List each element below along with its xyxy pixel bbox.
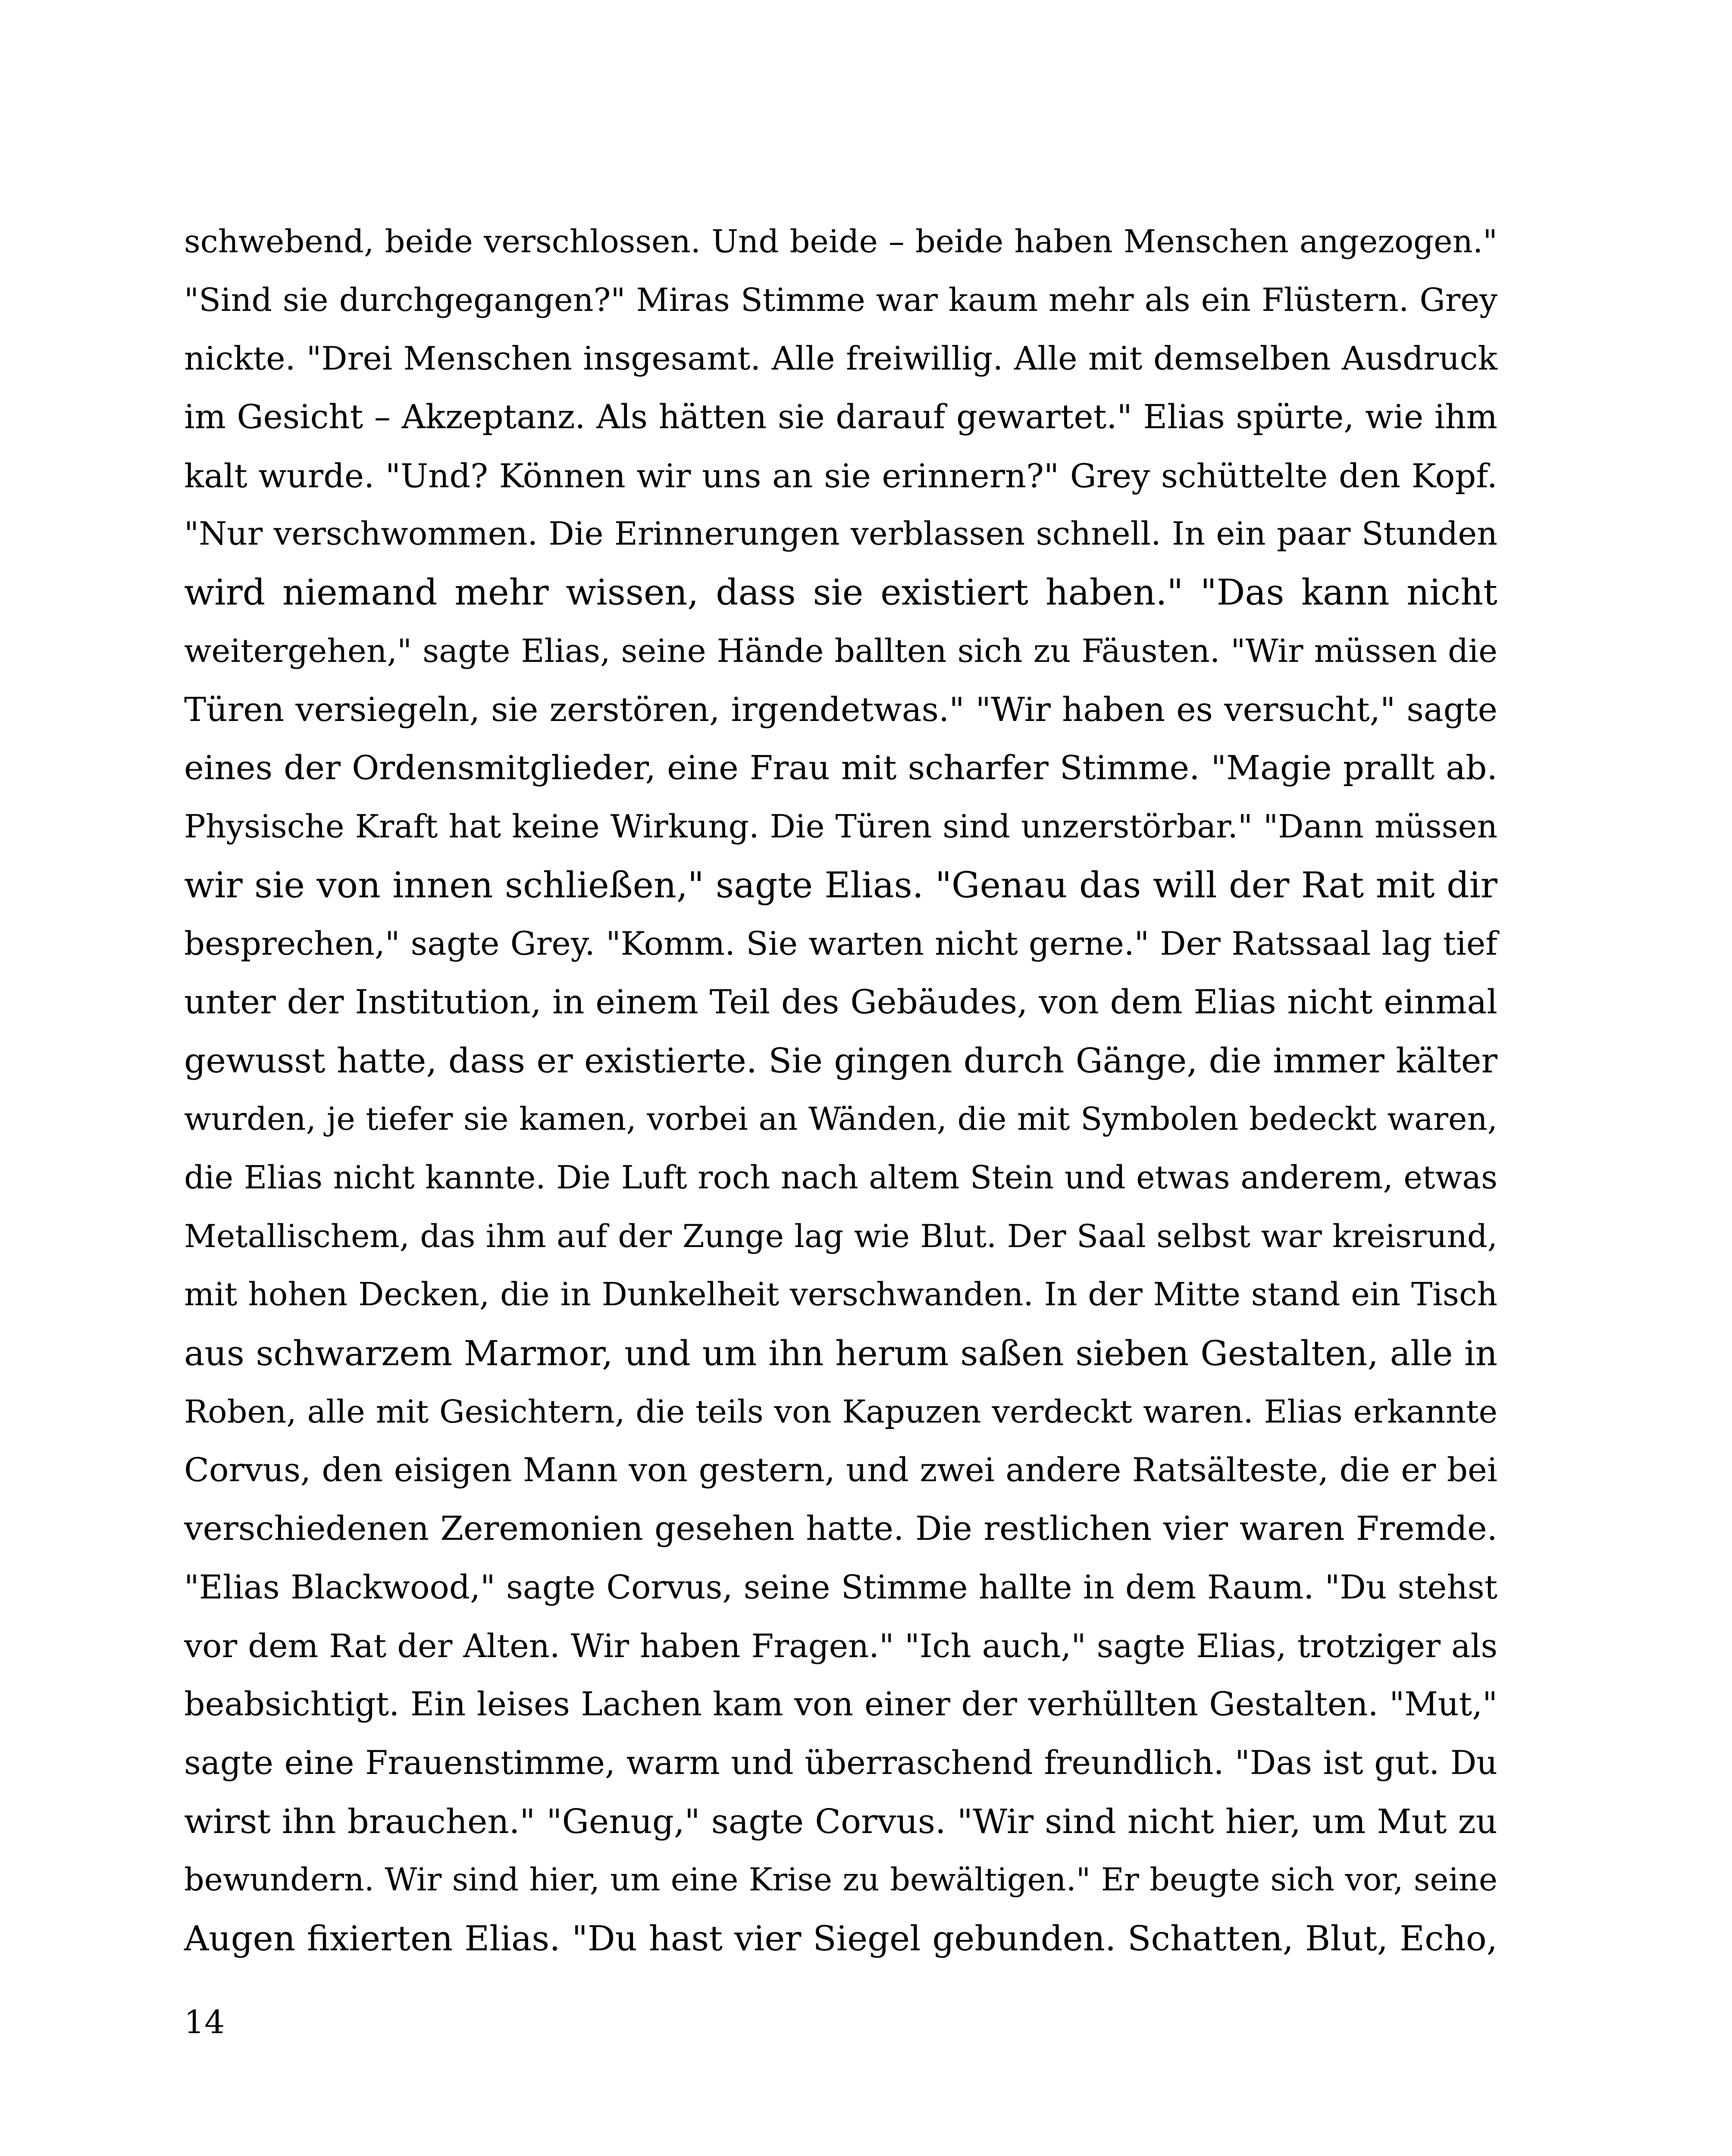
text-line: unter der Institution, in einem Teil des Gebäudes, von dem Elias nicht einmal xyxy=(184,982,1497,1022)
text-line: weitergehen," sagte Elias, seine Hände ballten sich zu Fäusten. "Wir müssen die xyxy=(184,632,1497,670)
text-line: verschiedenen Zeremonien gesehen hatte. Die restlichen vier waren Fremde. xyxy=(184,1510,1497,1548)
text-line: nickte. "Drei Menschen insgesamt. Alle freiwillig. Alle mit demselben Ausdruck xyxy=(184,339,1497,378)
text-line: Roben, alle mit Gesichtern, die teils von Kapuzen verdeckt waren. Elias erkannte xyxy=(184,1393,1497,1430)
text-line: mit hohen Decken, die in Dunkelheit verschwanden. In der Mitte stand ein Tisch xyxy=(184,1276,1497,1313)
text-line: gewusst hatte, dass er existierte. Sie gingen durch Gänge, die immer kälter xyxy=(184,1040,1497,1081)
text-line: beabsichtigt. Ein leises Lachen kam von einer der verhüllten Gestalten. "Mut," xyxy=(184,1685,1497,1724)
text-line: wir sie von innen schließen," sagte Elias. "Genau das will der Rat mit dir xyxy=(184,865,1497,906)
text-line: Türen versiegeln, sie zerstören, irgendetwas." "Wir haben es versucht," sagte xyxy=(184,690,1497,729)
text-line: vor dem Rat der Alten. Wir haben Fragen." "Ich auch," sagte Elias, trotziger als xyxy=(184,1627,1497,1665)
text-line: bewundern. Wir sind hier, um eine Krise zu bewältigen." Er beugte sich vor, seine xyxy=(184,1861,1497,1899)
text-line: "Nur verschwommen. Die Erinnerungen verblassen schnell. In ein paar Stunden xyxy=(184,515,1497,553)
text-line: wirst ihn brauchen." "Genug," sagte Corvus. "Wir sind nicht hier, um Mut zu xyxy=(184,1802,1497,1841)
text-line: wird niemand mehr wissen, dass sie existiert haben." "Das kann nicht xyxy=(184,572,1497,614)
text-line: aus schwarzem Marmor, und um ihn herum saßen sieben Gestalten, alle in xyxy=(184,1333,1497,1374)
text-line: Augen fixierten Elias. "Du hast vier Siegel gebunden. Schatten, Blut, Echo, xyxy=(184,1918,1497,1959)
text-line: "Elias Blackwood," sagte Corvus, seine Stimme hallte in dem Raum. "Du stehst xyxy=(184,1568,1497,1606)
text-line: wurden, je tiefer sie kamen, vorbei an Wänden, die mit Symbolen bedeckt waren, xyxy=(184,1101,1497,1138)
text-line: Physische Kraft hat keine Wirkung. Die Türen sind unzerstörbar." "Dann müssen xyxy=(184,808,1497,845)
text-line: im Gesicht – Akzeptanz. Als hätten sie darauf gewartet." Elias spürte, wie ihm xyxy=(184,398,1497,437)
text-line: sagte eine Frauenstimme, warm und überraschend freundlich. "Das ist gut. Du xyxy=(184,1743,1497,1782)
text-line: die Elias nicht kannte. Die Luft roch nach altem Stein und etwas anderem, etwas xyxy=(184,1159,1497,1196)
text-line: Corvus, den eisigen Mann von gestern, und zwei andere Ratsälteste, die er bei xyxy=(184,1451,1497,1489)
page-number: 14 xyxy=(184,2004,225,2041)
body-text xyxy=(184,213,1497,1968)
text-line: eines der Ordensmitglieder, eine Frau mit scharfer Stimme. "Magie prallt ab. xyxy=(184,749,1497,788)
text-line: "Sind sie durchgegangen?" Miras Stimme war kaum mehr als ein Flüstern. Grey xyxy=(184,281,1497,319)
text-line: kalt wurde. "Und? Können wir uns an sie erinnern?" Grey schüttelte den Kopf. xyxy=(184,456,1497,495)
text-line: Metallischem, das ihm auf der Zunge lag wie Blut. Der Saal selbst war kreisrund, xyxy=(184,1218,1497,1255)
text-line: schwebend, beide verschlossen. Und beide – beide haben Menschen angezogen." xyxy=(184,223,1497,260)
text-line: besprechen," sagte Grey. "Komm. Sie warten nicht gerne." Der Ratssaal lag tief xyxy=(184,924,1497,963)
